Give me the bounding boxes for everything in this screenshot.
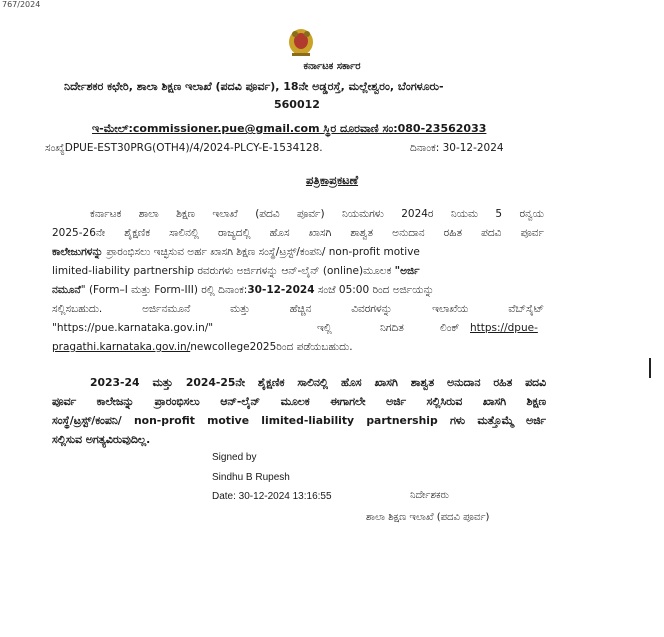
paragraph1-colleges-bold: ಕಾಲೇಜುಗಳನ್ನು [52,246,104,258]
reference-number: ಸಂಖ್ಯೆDPUE-EST30PRG(OTH4)/4/2024-PLCY-E-1534128. [45,142,323,154]
paragraph2-line3: ಸಂಸ್ಥೆ/ಟ್ರಸ್ಟ್/ಕಂಪನಿ/ non-profit motive limited-liability partnership ಗಳು ಮತ್ತೊಮ್ಮೆ ಅರ್ಜಿ [52,414,546,427]
paragraph1-line2: 2025-26ನೇ ಶೈಕ್ಷಣಿಕ ಸಾಲಿನಲ್ಲಿ ರಾಜ್ಯದಲ್ಲಿ ಹೊಸ ಖಾಸಗಿ ಶಾಶ್ವತ ಅನುದಾನ ರಹಿತ ಪದವಿ ಪೂರ್ವ [52,227,544,239]
paragraph1-here: ಇಲ್ಲಿ [317,322,332,334]
paragraph2-line2: ಪೂರ್ವ ಕಾಲೇಜನ್ನು ಪ್ರಾರಂಭಿಸಲು ಆನ್-ಲೈನ್ ಮೂಲಕ ಈಗಾಗಲೇ ಅರ್ಜಿ ಸಲ್ಲಿಸಿರುವ ಖಾಸಗಿ ಶಿಕ್ಷಣ [52,395,546,408]
press-release-heading: ಪತ್ರಿಕಾಪ್ರಕಟಣೆ [305,173,359,187]
paragraph1-line8 [52,340,353,354]
paragraph1-line4-start: limited-liability partnership ರವರುಗಳು ಅರ್ಜಿಗಳನ್ನು ಆನ್-ಲೈನ್ (online)ಮೂಲಕ [52,265,395,277]
paragraph1-date-bold: 30-12-2024 [247,284,315,296]
paragraph1-form-bold: "ಅರ್ಜಿ [394,265,420,277]
reference-date: ದಿನಾಂಕ: 30-12-2024 [410,142,504,154]
office-address-line1: ನಿರ್ದೇಶಕರ ಕಛೇರಿ, ಶಾಲಾ ಶಿಕ್ಷಣ ಇಲಾಖೆ (ಪದವಿ ಪೂರ್ವ), 18ನೇ ಅಡ್ಡರಸ್ತೆ, ಮಲ್ಲೇಶ್ವರಂ, ಬೆಂಗಳೂರು- [64,80,444,93]
paragraph2-line1: 2023-24 ಮತ್ತು 2024-25ನೇ ಶೈಕ್ಷಣಿಕ ಸಾಲಿನಲ್ಲಿ ಹೊಸ ಖಾಸಗಿ ಶಾಶ್ವತ ಅನುದಾನ ರಹಿತ ಪದವಿ [90,376,546,389]
paragraph1-form-name-bold: ನಮೂನೆ [52,284,81,296]
paragraph1-line3 [52,245,544,259]
paragraph1-link-word: ಲಿಂಕ್ [440,322,460,334]
paragraph1-line4 [52,264,544,278]
paragraph1-line5-end: ಸಂಜೆ 05:00 ರಿಂದ ಅರ್ಜಿಯನ್ನು [314,284,435,296]
paragraph1-line6: ಸಲ್ಲಿಸಬಹುದು. ಅರ್ಜಿನಮೂನೆ ಮತ್ತು ಹೆಚ್ಚಿನ ವಿವರಗಳನ್ನು ಇಲಾಖೆಯ ವೆಬ್‌ಸೈಟ್ [52,303,544,315]
office-address-line2: 560012 [274,98,320,111]
signatory-designation: ನಿರ್ದೇಶಕರು [410,490,449,501]
paragraph1-line5-mid: " (Form–I ಮತ್ತು Form-III) ರಲ್ಲಿ ದಿನಾಂಕ: [80,284,248,296]
paragraph1-link-url-end[interactable]: pragathi.karnataka.gov.in/ [52,341,191,353]
paragraph1-link-url-start[interactable]: https://dpue- [470,322,538,334]
state-emblem-icon [286,26,316,58]
page-corner-text: 767/2024 [2,0,41,9]
paragraph2-line4: ಸಲ್ಲಿಸುವ ಅಗತ್ಯವಿರುವುದಿಲ್ಲ. [52,433,151,446]
signatory-department: ಶಾಲಾ ಶಿಕ್ಷಣ ಇಲಾಖೆ (ಪದವಿ ಪೂರ್ವ) [366,512,490,523]
contact-line: ಇ-ಮೇಲ್:commissioner.pue@gmail.com ಸ್ಥಿರ ದೂರವಾಣಿ ಸಂ:080-23562033 [92,122,487,135]
paragraph1-specified: ನಿಗದಿತ [380,322,404,334]
paragraph1-line1: ಕರ್ನಾಟಕ ಶಾಲಾ ಶಿಕ್ಷಣ ಇಲಾಖೆ (ಪದವಿ ಪೂರ್ವ) ನಿಯಮಗಳು 2024ರ ನಿಯಮ 5 ರನ್ವಯ [90,208,544,220]
signatory-name: Sindhu B Rupesh [212,472,290,483]
paragraph1-line3-rest: ಪ್ರಾರಂಭಿಸಲು ಇಚ್ಛಿಸುವ ಅರ್ಹ ಖಾಸಗಿ ಶಿಕ್ಷಣ ಸಂಸ್ಥೆ/ಟ್ರಸ್ಟ್/ಕಂಪನಿ/ non-profit motive [103,246,420,258]
paragraph1-line8-rest: newcollege2025ರಿಂದ ಪಡೆಯಬಹುದು. [190,341,353,353]
signature-date: Date: 30-12-2024 13:16:55 [212,491,332,502]
government-title: ಕರ್ನಾಟಕ ಸರ್ಕಾರ [303,61,361,72]
paragraph1-line5 [52,283,544,297]
margin-mark [649,358,651,378]
paragraph1-website[interactable]: "https://pue.karnataka.gov.in/" [52,322,214,334]
signed-by-label: Signed by [212,452,257,463]
